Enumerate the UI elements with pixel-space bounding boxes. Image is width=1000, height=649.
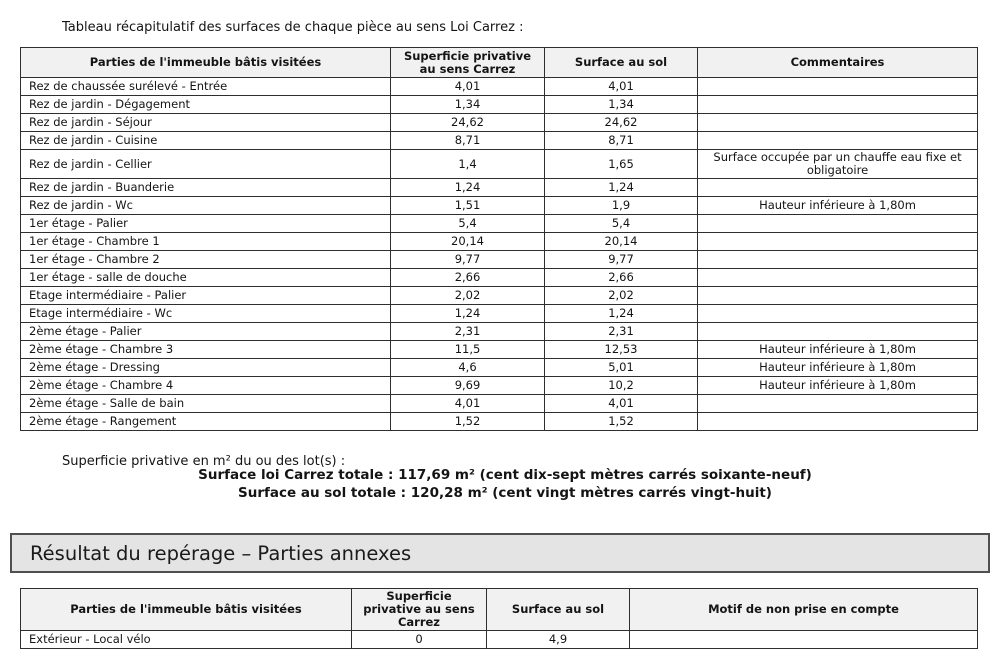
table-cell: Rez de jardin - Séjour: [21, 114, 391, 132]
total-sol: Surface au sol totale : 120,28 m² (cent vingt mètres carrés vingt-huit): [238, 485, 772, 501]
table-cell: 1,34: [545, 96, 698, 114]
table-row: [21, 377, 978, 395]
totals-block: [0, 466, 1000, 502]
table-cell: 0: [352, 631, 487, 649]
table-cell: 1er étage - salle de douche: [21, 269, 391, 287]
table-cell: 1,51: [391, 197, 545, 215]
table-cell: 20,14: [391, 233, 545, 251]
table-cell: [698, 305, 978, 323]
table-cell: [698, 413, 978, 431]
table-cell: [698, 132, 978, 150]
table-cell: Rez de jardin - Dégagement: [21, 96, 391, 114]
carrez-summary-table: [20, 47, 978, 431]
table-cell: 1,24: [391, 179, 545, 197]
table-cell: 5,4: [391, 215, 545, 233]
intro-text: Tableau récapitulatif des surfaces de chaque pièce au sens Loi Carrez :: [62, 20, 524, 35]
table-row: [21, 395, 978, 413]
section-header-parties-annexes: [10, 533, 990, 573]
table-cell: 8,71: [545, 132, 698, 150]
table-cell: 1er étage - Chambre 1: [21, 233, 391, 251]
table-cell: 2,66: [545, 269, 698, 287]
table-cell: 1,34: [391, 96, 545, 114]
table-cell: [698, 323, 978, 341]
header-surface-sol: Surface au sol: [487, 589, 630, 631]
table-cell: [698, 114, 978, 132]
table-cell: [698, 395, 978, 413]
table-cell: Rez de jardin - Buanderie: [21, 179, 391, 197]
table-cell: 24,62: [545, 114, 698, 132]
table-cell: 2,31: [391, 323, 545, 341]
table-cell: 1,52: [391, 413, 545, 431]
table-cell: 1,24: [545, 179, 698, 197]
header-parties: Parties de l'immeuble bâtis visitées: [21, 48, 391, 78]
table-cell: Hauteur inférieure à 1,80m: [698, 197, 978, 215]
table-cell: 1,65: [545, 150, 698, 179]
table-cell: Rez de jardin - Cuisine: [21, 132, 391, 150]
table-row: [21, 341, 978, 359]
table-cell: 2ème étage - Dressing: [21, 359, 391, 377]
table-cell: 5,4: [545, 215, 698, 233]
table-cell: [698, 215, 978, 233]
table-cell: [698, 287, 978, 305]
header-superficie-carrez: Superficie privative au sens Carrez: [391, 48, 545, 78]
table-cell: [698, 78, 978, 96]
table-cell: Hauteur inférieure à 1,80m: [698, 359, 978, 377]
table-header-row: [21, 589, 978, 631]
table-cell: 10,2: [545, 377, 698, 395]
table-cell: Rez de jardin - Wc: [21, 197, 391, 215]
table-row: [21, 78, 978, 96]
table-row: [21, 197, 978, 215]
table-row: [21, 305, 978, 323]
table-cell: Etage intermédiaire - Wc: [21, 305, 391, 323]
table-cell: Rez de jardin - Cellier: [21, 150, 391, 179]
table-cell: 4,9: [487, 631, 630, 649]
table-cell: [698, 233, 978, 251]
table-row: [21, 251, 978, 269]
table-cell: 2ème étage - Rangement: [21, 413, 391, 431]
table-cell: 1,24: [545, 305, 698, 323]
table-cell: 12,53: [545, 341, 698, 359]
header-commentaires: Commentaires: [698, 48, 978, 78]
table-cell: 1er étage - Chambre 2: [21, 251, 391, 269]
table-row: [21, 233, 978, 251]
table-cell: 1,52: [545, 413, 698, 431]
table-cell: 2ème étage - Salle de bain: [21, 395, 391, 413]
table-cell: 5,01: [545, 359, 698, 377]
table-row: [21, 96, 978, 114]
table-cell: 2ème étage - Palier: [21, 323, 391, 341]
table-cell: 4,01: [391, 78, 545, 96]
table-cell: Rez de chaussée surélevé - Entrée: [21, 78, 391, 96]
table-cell: Etage intermédiaire - Palier: [21, 287, 391, 305]
table-row: [21, 269, 978, 287]
table-cell: 9,77: [545, 251, 698, 269]
header-motif: Motif de non prise en compte: [630, 589, 978, 631]
table-cell: 1er étage - Palier: [21, 215, 391, 233]
table-cell: 1,9: [545, 197, 698, 215]
table-cell: [630, 631, 978, 649]
header-surface-sol: Surface au sol: [545, 48, 698, 78]
table-cell: [698, 269, 978, 287]
table-cell: 2ème étage - Chambre 4: [21, 377, 391, 395]
header-superficie-carrez: Superficie privative au sens Carrez: [352, 589, 487, 631]
table-cell: 4,6: [391, 359, 545, 377]
table-row: [21, 631, 978, 649]
header-parties: Parties de l'immeuble bâtis visitées: [21, 589, 352, 631]
table-cell: 11,5: [391, 341, 545, 359]
table-row: [21, 323, 978, 341]
table-cell: 2,66: [391, 269, 545, 287]
table-cell: 2ème étage - Chambre 3: [21, 341, 391, 359]
table-cell: [698, 96, 978, 114]
table-cell: 9,77: [391, 251, 545, 269]
table-cell: 20,14: [545, 233, 698, 251]
table-row: [21, 413, 978, 431]
table-cell: 9,69: [391, 377, 545, 395]
table-cell: Hauteur inférieure à 1,80m: [698, 377, 978, 395]
total-carrez: Surface loi Carrez totale : 117,69 m² (cent dix-sept mètres carrés soixante-neuf): [198, 467, 812, 483]
table-header-row: [21, 48, 978, 78]
table-cell: 4,01: [545, 395, 698, 413]
section-title: Résultat du repérage – Parties annexes: [30, 541, 412, 565]
table-cell: 2,02: [545, 287, 698, 305]
table-row: [21, 179, 978, 197]
table-cell: [698, 251, 978, 269]
table-cell: Surface occupée par un chauffe eau fixe et obligatoire: [698, 150, 978, 179]
table-cell: [698, 179, 978, 197]
table-cell: Hauteur inférieure à 1,80m: [698, 341, 978, 359]
lots-label: Superficie privative en m² du ou des lot(s) :: [62, 454, 346, 469]
table-cell: 4,01: [391, 395, 545, 413]
table-cell: 4,01: [545, 78, 698, 96]
table-cell: 8,71: [391, 132, 545, 150]
table-cell: 1,4: [391, 150, 545, 179]
table-cell: 2,31: [545, 323, 698, 341]
table-row: [21, 215, 978, 233]
table-cell: 1,24: [391, 305, 545, 323]
annex-table: [20, 588, 978, 649]
table-cell: 24,62: [391, 114, 545, 132]
table-row: [21, 114, 978, 132]
table-row: [21, 150, 978, 179]
table-row: [21, 287, 978, 305]
table-cell: Extérieur - Local vélo: [21, 631, 352, 649]
table-row: [21, 359, 978, 377]
table-cell: 2,02: [391, 287, 545, 305]
table-row: [21, 132, 978, 150]
